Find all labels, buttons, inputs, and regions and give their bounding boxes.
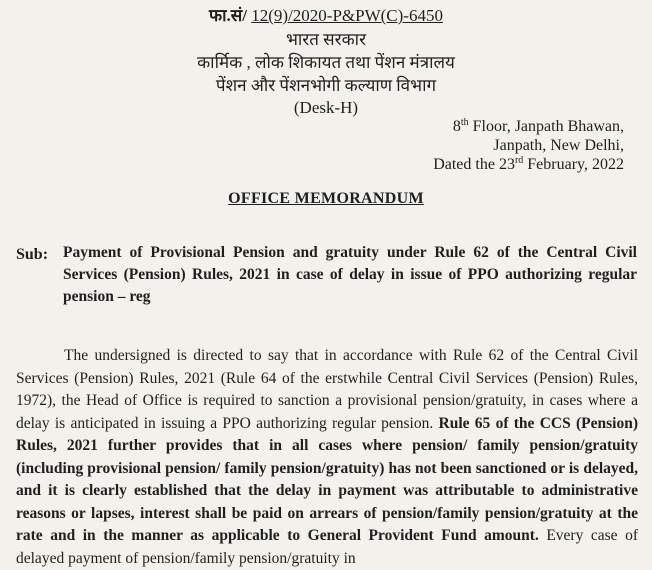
body-text-part1: The undersigned is directed to say that in accordance with Rule 62 of the Central Civil Services (Pension) Rules, 2021 (Rule 64 of the erstwhile Central Civil Services (Pension) Rules, 1972), the Head of Office is required to sanction a provisional pension/gratuity, in cases where a delay is anticipated in issuing a PPO authorizing regular pension. [16, 347, 638, 432]
subject-text: Payment of Provisional Pension and gratuity under Rule 62 of the Central Civil Services (Pension) Rules, 2021 in case of delay in issue of PPO authorizing regular pension – reg [63, 244, 637, 305]
body-paragraph [16, 345, 638, 570]
file-number [0, 6, 652, 26]
floor-suffix: th [460, 117, 469, 128]
body-text-bold: Rule 65 of the CCS (Pension) Rules, 2021 further provides that in all cases where pension/ family pension/gratuity (including provisional pension/ family pension/gratuity) has not been sanctioned or is delayed, and it is clearly established that the delay in payment was attributable to administrative reasons or lapses, interest shall be paid on arrears of pension/family pension/gratuity at the rate and in the manner as applicable to General Provident Fund amount. [16, 414, 638, 544]
date-prefix: Dated the 23 [433, 156, 515, 173]
ministry-name: कार्मिक , लोक शिकायत तथा पेंशन मंत्रालय [197, 53, 455, 72]
floor-number: 8 [452, 118, 461, 135]
file-number-prefix: फा.सं/ [209, 6, 247, 25]
address-line-2: Janpath, New Delhi, [493, 137, 624, 154]
date-suffix: rd [514, 155, 524, 166]
department-name: पेंशन और पेंशनभोगी कल्याण विभाग [215, 76, 437, 95]
floor-rest: Floor, Janpath Bhawan, [468, 118, 624, 135]
file-number-value: 12(9)/2020-P&PW(C)-6450 [251, 6, 443, 25]
body-text-part2: Every case of delayed payment of pension/family pension/gratuity in [16, 527, 638, 567]
document-title: OFFICE MEMORANDUM [228, 190, 424, 207]
government-of-india: भारत सरकार [285, 30, 367, 49]
address-line-1 [453, 117, 624, 137]
subject-label: Sub: [16, 246, 49, 263]
date-rest: February, 2022 [523, 156, 624, 173]
desk-label: (Desk-H) [293, 98, 359, 117]
date-line [433, 155, 624, 175]
